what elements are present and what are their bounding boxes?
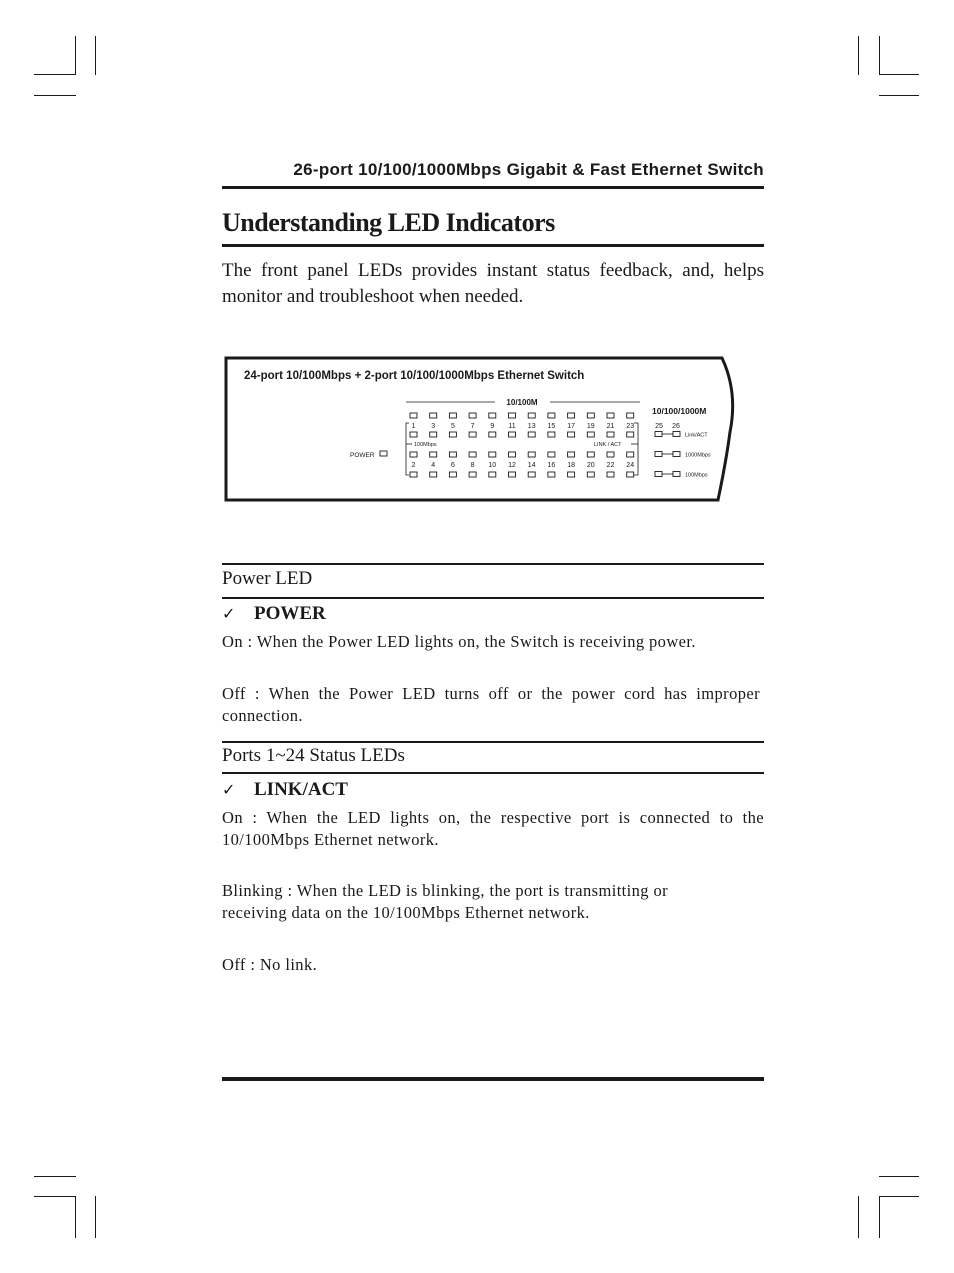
link-led-5	[449, 432, 456, 437]
gig-led-25	[655, 432, 662, 437]
port-number: 5	[450, 423, 455, 430]
speed-led-7	[469, 413, 476, 418]
section-title-port-leds: Ports 1~24 Status LEDs	[222, 745, 405, 766]
port-number: 21	[606, 423, 615, 430]
gig-port-number: 25	[655, 423, 663, 430]
link-off-text: Off : No link.	[222, 955, 318, 974]
section-1-bottom-rule	[222, 597, 764, 599]
port-number: 1	[411, 423, 416, 430]
checkmark-icon: ✓	[222, 604, 236, 623]
port-number: 24	[626, 462, 635, 469]
link-led-3	[430, 432, 437, 437]
crop-mark-top-right-h	[879, 74, 919, 75]
speed-led-24	[627, 472, 634, 477]
gig-group-label: 10/100/1000M	[652, 406, 707, 416]
title-rule	[222, 244, 764, 247]
crop-mark-bottom-left-v2	[95, 1196, 96, 1238]
port-number: 23	[626, 423, 635, 430]
link-led-21	[607, 432, 614, 437]
link-led-18	[568, 452, 575, 457]
item-link-act	[222, 779, 348, 801]
link-led-19	[587, 432, 594, 437]
gig-led-26	[673, 452, 680, 457]
gig-led-label: Link/ACT	[685, 432, 708, 439]
gig-port-number: 26	[672, 423, 680, 430]
crop-mark-top-left-v2	[95, 36, 96, 75]
speed-led-13	[528, 413, 535, 418]
speed-led-23	[627, 413, 634, 418]
port-number: 19	[586, 423, 595, 430]
link-led-22	[607, 452, 614, 457]
link-led-16	[548, 452, 555, 457]
gig-led-label: 1000Mbps	[685, 452, 711, 459]
link-led-10	[489, 452, 496, 457]
speed-led-9	[489, 413, 496, 418]
crop-mark-top-left-v	[75, 36, 76, 75]
link-led-20	[587, 452, 594, 457]
port-number: 20	[586, 462, 595, 469]
crop-mark-bottom-right-v	[858, 1196, 859, 1238]
footer-rule	[222, 1077, 764, 1081]
link-led-6	[449, 452, 456, 457]
speed-led-8	[469, 472, 476, 477]
port-number: 4	[431, 462, 436, 469]
port-number: 22	[606, 462, 615, 469]
speed-led-22	[607, 472, 614, 477]
link-led-13	[528, 432, 535, 437]
speed-led-20	[587, 472, 594, 477]
crop-mark-bottom-right-h2	[879, 1196, 919, 1197]
speed-led-19	[587, 413, 594, 418]
chapter-title: Understanding LED Indicators	[222, 208, 555, 237]
section-2-top-rule	[222, 741, 764, 743]
link-led-17	[568, 432, 575, 437]
crop-mark-top-left-h2	[34, 95, 76, 96]
crop-mark-top-left-h	[34, 74, 76, 75]
port-number: 7	[470, 423, 475, 430]
link-led-2	[410, 452, 417, 457]
speed-led-4	[430, 472, 437, 477]
speed-led-1	[410, 413, 417, 418]
right-bracket	[634, 423, 638, 475]
speed-led-14	[528, 472, 535, 477]
header-rule	[222, 186, 764, 189]
crop-mark-bottom-left-v	[75, 1196, 76, 1238]
port-number: 2	[411, 462, 416, 469]
port-number: 15	[547, 423, 556, 430]
panel-title: 24-port 10/100Mbps + 2-port 10/100/1000Mbps Ethernet Switch	[244, 370, 585, 382]
port-number: 13	[527, 423, 536, 430]
port-number: 8	[470, 462, 475, 469]
link-led-12	[509, 452, 516, 457]
port-number: 10	[488, 462, 497, 469]
speed-led-12	[509, 472, 516, 477]
port-number: 16	[547, 462, 556, 469]
link-label: LINK / ACT	[594, 442, 622, 448]
gig-port-leds	[655, 423, 711, 479]
power-off-text: Off : When the Power LED turns off or the power cord has improper connection.	[222, 684, 760, 725]
item-power	[222, 603, 326, 625]
crop-mark-top-right-v	[858, 36, 859, 75]
link-led-8	[469, 452, 476, 457]
section-title-power-led: Power LED	[222, 568, 313, 589]
speed-led-16	[548, 472, 555, 477]
speed-led-3	[430, 413, 437, 418]
crop-mark-bottom-right-h	[879, 1176, 919, 1177]
link-led-14	[528, 452, 535, 457]
speed-label: 100Mbps	[414, 442, 437, 448]
port-number: 9	[490, 423, 495, 430]
crop-mark-bottom-left-h2	[34, 1196, 76, 1197]
port-number: 3	[431, 423, 436, 430]
speed-led-18	[568, 472, 575, 477]
port-number: 18	[567, 462, 575, 469]
port-number: 6	[450, 462, 455, 469]
running-header: 26-port 10/100/1000Mbps Gigabit & Fast Ethernet Switch	[293, 160, 764, 179]
speed-led-17	[568, 413, 575, 418]
link-led-1	[410, 432, 417, 437]
section-2-bottom-rule	[222, 772, 764, 774]
speed-led-6	[449, 472, 456, 477]
power-label: POWER	[350, 452, 375, 459]
crop-mark-top-right-v2	[879, 36, 880, 75]
section-1-top-rule	[222, 563, 764, 565]
port-number: 14	[527, 462, 536, 469]
crop-mark-bottom-left-h	[34, 1176, 76, 1177]
intro-paragraph: The front panel LEDs provides instant status feedback, and, helps monitor and troubleshoot when needed.	[222, 260, 764, 307]
gig-led-26	[673, 432, 680, 437]
front-panel-diagram	[220, 352, 740, 504]
port-number: 11	[508, 423, 516, 430]
link-led-11	[509, 432, 516, 437]
gig-led-26	[673, 472, 680, 477]
left-bracket	[406, 423, 409, 475]
link-blinking-text: Blinking : When the LED is blinking, the port is transmitting or receiving data on the 10/100Mbps Ethernet network.	[222, 881, 669, 922]
link-on-text: On : When the LED lights on, the respective port is connected to the 10/100Mbps Ethernet network.	[222, 808, 764, 849]
link-led-24	[627, 452, 634, 457]
gig-led-label: 100Mbps	[685, 472, 708, 479]
speed-led-11	[509, 413, 516, 418]
gig-led-25	[655, 472, 662, 477]
crop-mark-top-right-h2	[879, 95, 919, 96]
gig-led-25	[655, 452, 662, 457]
power-led	[380, 451, 387, 456]
group-label: 10/100M	[506, 398, 538, 407]
checkmark-icon: ✓	[222, 780, 236, 799]
item-link-act-label: LINK/ACT	[254, 779, 348, 800]
link-led-15	[548, 432, 555, 437]
speed-led-2	[410, 472, 417, 477]
speed-led-15	[548, 413, 555, 418]
speed-led-21	[607, 413, 614, 418]
speed-led-5	[449, 413, 456, 418]
link-led-4	[430, 452, 437, 457]
link-led-9	[489, 432, 496, 437]
speed-led-10	[489, 472, 496, 477]
item-power-label: POWER	[254, 603, 326, 624]
crop-mark-bottom-right-v2	[879, 1196, 880, 1238]
link-led-23	[627, 432, 634, 437]
link-led-7	[469, 432, 476, 437]
port-number: 12	[508, 462, 516, 469]
power-on-text: On : When the Power LED lights on, the Switch is receiving power.	[222, 632, 696, 651]
port-number: 17	[567, 423, 575, 430]
